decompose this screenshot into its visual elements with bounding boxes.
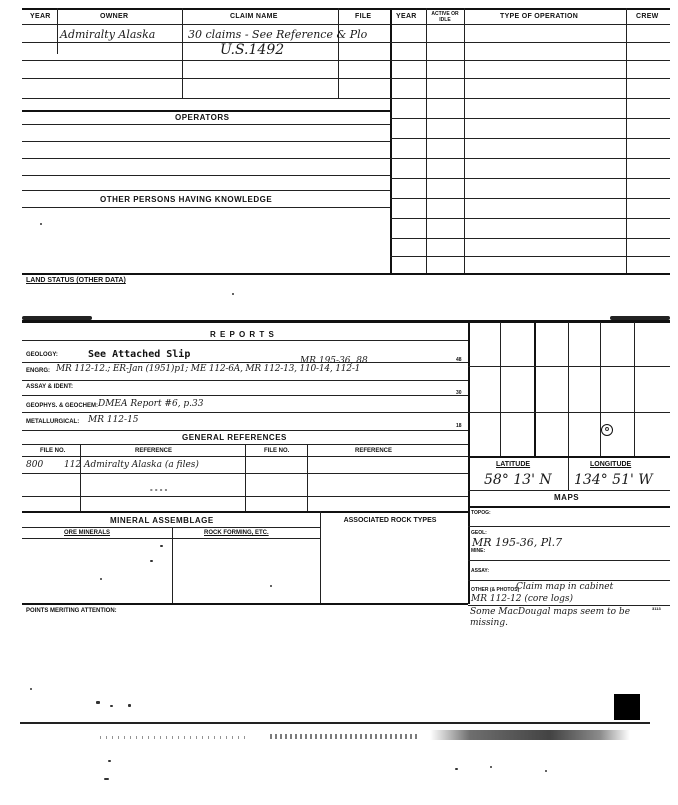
header-type-of-operation: TYPE OF OPERATION [500,13,579,20]
row-line [22,412,468,413]
scan-speck [40,223,42,225]
row-line [390,138,670,139]
col-divider [307,444,308,512]
row-line [22,430,468,431]
scan-speck [270,585,272,587]
row-line [390,78,670,79]
col-divider [57,8,58,54]
header-year2: YEAR [396,13,417,20]
row-line [22,60,390,61]
col-divider [426,8,427,274]
scan-speck [104,778,109,780]
mineral-assemblage-title: MINERAL ASSEMBLAGE [110,516,214,525]
other-photos-label: OTHER (& PHOTOS) [471,587,520,593]
mineral-bottom-border [22,603,468,605]
col-divider [338,8,339,98]
engrg-note: MR 195-36, 88 [300,356,368,366]
scan-speck [100,578,102,580]
engrg-label: ENGRG: [26,368,50,374]
ref-reference: Admiralty Alaska (a files) [84,460,199,470]
col-divider [80,444,81,512]
row-line [22,42,390,43]
general-references-title: GENERAL REFERENCES [182,433,287,442]
scan-speck [490,766,492,768]
location-marker-icon: o [601,424,613,436]
claim-owner: Admiralty Alaska [60,28,156,41]
other-persons-title: OTHER PERSONS HAVING KNOWLEDGE [100,195,273,204]
row-line [390,158,670,159]
header-year: YEAR [30,13,51,20]
scan-speck [96,701,100,704]
rock-forming-header: ROCK FORMING, ETC. [204,530,269,536]
reports-right-divider [468,320,470,604]
row-line [390,218,670,219]
margin-number: 30 [456,390,462,396]
scan-speck [455,768,458,770]
geology-label: GEOLOGY: [26,352,58,358]
scan-artifact-line [20,722,650,724]
metallurgical-label: METALLURGICAL: [26,419,80,425]
ref-dash: - - - - [150,485,168,494]
row-line [22,496,468,497]
engrg-value: MR 112-12.; ER-Jan (1951)p1; ME 112-6A, MR 112-13, 110-14, 112-1 [56,364,361,374]
row-line [22,190,390,191]
row-line [22,538,320,539]
col-reference-2: REFERENCE [355,448,393,454]
geol-label: GEOL: [471,530,487,536]
header-claim-name: CLAIM NAME [230,13,278,20]
row-line [468,490,670,491]
geophys-label: GEOPHYS. & GEOCHEM: [26,403,99,409]
row-line [468,526,670,527]
scan-artifact-smear [100,736,250,739]
reports-top-border [22,320,670,323]
row-line [22,380,468,381]
operators-top-line [22,110,390,112]
map-grid-line [468,412,670,413]
scan-speck [128,704,131,707]
header-owner: OWNER [100,13,129,20]
scan-speck [108,760,111,762]
col-divider [626,8,627,274]
metallurgical-value: MR 112-15 [88,415,139,425]
claim-survey: U.S.1492 [220,42,285,58]
map-grid-bottom [468,456,670,458]
row-line [468,580,670,581]
scan-speck [232,293,234,295]
maps-note-ref: 3113 [652,606,661,611]
col-divider-main [390,8,392,274]
row-line [22,98,390,99]
topog-label: TOPOG: [471,510,491,516]
row-line [22,175,390,176]
row-line [390,178,670,179]
assay-ident-label: ASSAY & IDENT: [26,384,74,390]
scan-speck [30,688,32,690]
reports-title: R E P O R T S [210,330,275,339]
top-border [22,8,670,10]
row-line [390,60,670,61]
header-active-idle: ACTIVE OR IDLE [431,11,459,23]
col-divider [320,511,321,604]
longitude-label: LONGITUDE [590,461,632,468]
col-divider [245,444,246,512]
latitude-value: 58° 13' N [484,472,552,488]
row-line [390,198,670,199]
row-line [390,238,670,239]
row-line [22,78,390,79]
maps-note: Some MacDougal maps seem to be missing. [470,607,631,628]
scan-speck [150,560,153,562]
associated-rock-types-title: ASSOCIATED ROCK TYPES [343,517,437,524]
general-refs-bottom [22,511,468,513]
row-line [468,560,670,561]
geol-value: MR 195-36, Pl.7 [472,536,563,549]
land-status-label: LAND STATUS (OTHER DATA) [26,277,126,284]
claim-name: 30 claims - See Reference & Plo [188,28,368,41]
geophys-value: DMEA Report #6, p.33 [98,399,204,409]
row-line [468,605,670,606]
row-line [390,98,670,99]
margin-number: 48 [456,357,462,363]
reports-title-line [22,340,468,341]
mine-label: MINE: [471,548,486,554]
other-value-2: MR 112-12 (core logs) [471,594,574,604]
geology-value: See Attached Slip [88,349,191,360]
other-value: Claim map in cabinet [516,582,614,592]
claims-bottom-border [22,273,670,275]
row-line [22,158,390,159]
latitude-label: LATITUDE [496,461,531,468]
operators-title: OPERATORS [175,113,230,122]
scan-speck [545,770,547,772]
map-grid-line [500,322,501,456]
scan-artifact-smear [270,734,420,739]
col-file-no-2: FILE NO. [264,448,290,454]
map-grid-line [634,322,635,456]
margin-number: 18 [456,423,462,429]
row-line [390,118,670,119]
row-line [22,141,390,142]
map-grid-line [468,366,670,367]
col-file-no: FILE NO. [40,448,66,454]
header-file: FILE [355,13,372,20]
row-line [390,256,670,257]
row-line [22,124,390,125]
points-meriting-label: POINTS MERITING ATTENTION: [26,608,117,614]
header-crew: CREW [636,13,659,20]
scan-speck [160,545,163,547]
ref-file-sub: 112 [64,460,82,470]
map-grid-line [534,322,536,456]
assay-map-label: ASSAY: [471,568,490,574]
ref-file-number: 800 [26,460,44,470]
maps-title-line [468,506,670,508]
col-reference: REFERENCE [135,448,173,454]
row-line [390,42,670,43]
map-grid-line [600,322,601,456]
mineral-header-line [22,527,320,528]
row-line [22,473,468,474]
scan-speck [110,705,113,707]
maps-title: MAPS [554,493,580,502]
map-grid-line [568,322,569,456]
ore-minerals-header: ORE MINERALS [64,530,111,536]
header-bottom-line [22,24,670,25]
row-line [22,207,390,208]
scan-artifact-block [614,694,640,720]
col-divider [182,8,183,98]
scan-artifact-smear [430,730,630,740]
col-divider [568,458,569,490]
row-line [22,395,468,396]
longitude-value: 134° 51' W [574,472,653,488]
row-line [22,362,468,363]
scan-smudge [610,316,670,320]
col-divider [464,8,465,274]
